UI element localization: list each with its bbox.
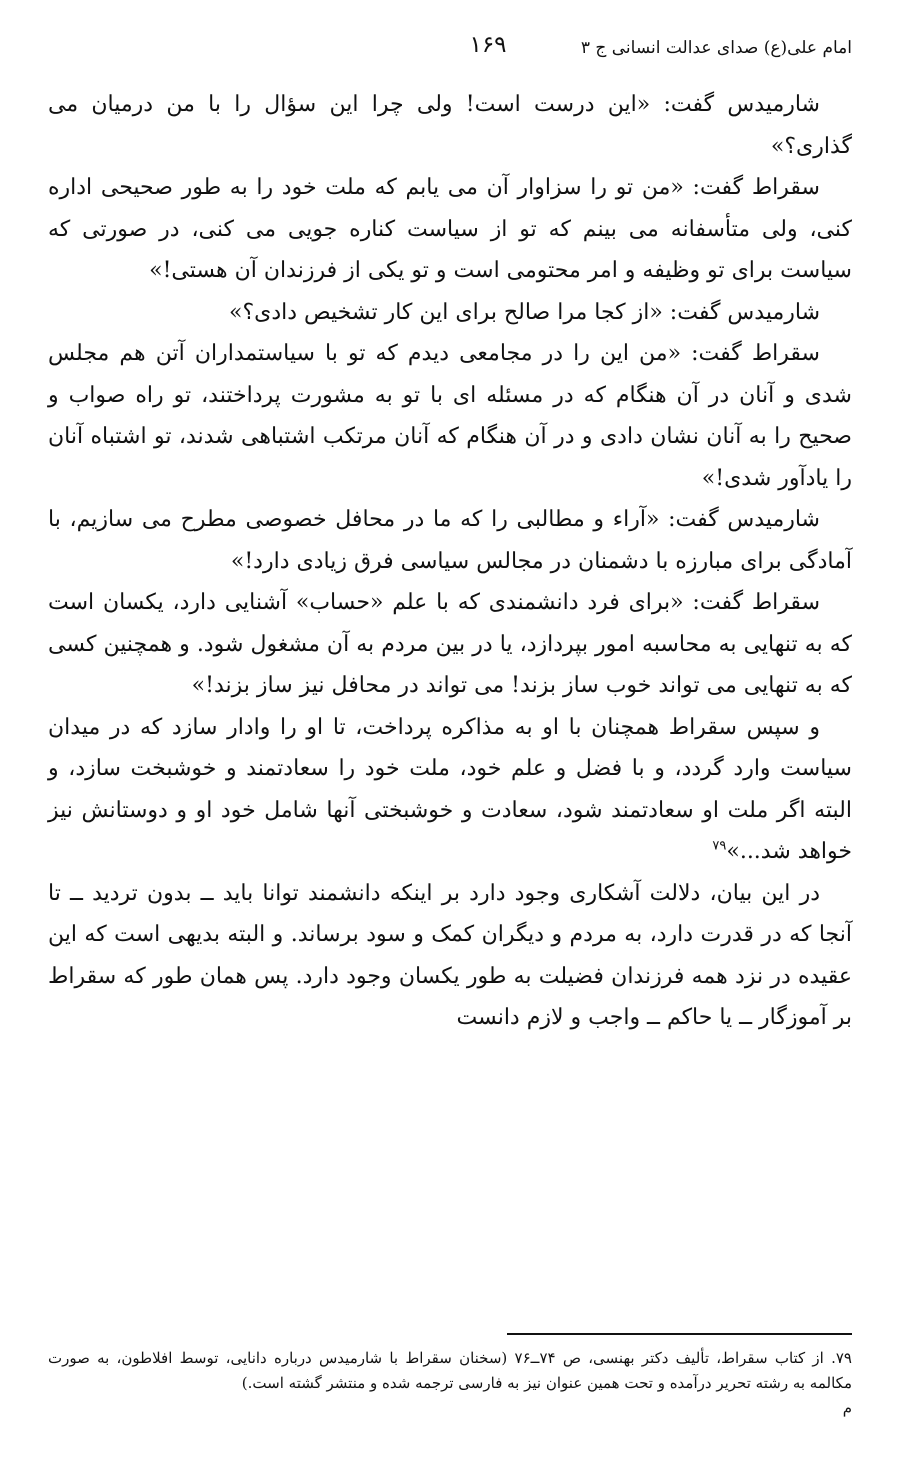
paragraph-text: شارمیدس گفت: «آراء و مطالبی را که ما در محافل خصوصی مطرح می سازیم، با آمادگی برای مبارزه با دشمنان در مجالس سیاسی فرق زیادی دارد!» (48, 507, 852, 574)
footnote-text: ۷۹. از کتاب سقراط، تألیف دکتر بهنسی، ص ۷۴ــ۷۶ (سخنان سقراط با شارمیدس درباره دانایی، توسط افلاطون، به صورت مکالمه به رشته تحریر درآمده و تحت همین عنوان نیز به فارسی ترجمه شده و منتشر گشته است.) (48, 1349, 852, 1392)
page-header (48, 32, 852, 72)
paragraph-text: شارمیدس گفت: «این درست است! ولی چرا این سؤال را با من درمیان می گذاری؟» (48, 92, 852, 159)
page-number: ۱۶۹ (469, 32, 507, 58)
paragraph (48, 582, 852, 707)
footnote-trailing-mark: م (842, 1399, 852, 1417)
footnotes (48, 1346, 852, 1421)
body-text (48, 84, 852, 1039)
footnote-reference[interactable]: ۷۹ (712, 838, 727, 854)
paragraph (48, 292, 852, 334)
paragraph (48, 707, 852, 873)
paragraph (48, 499, 852, 582)
paragraph-text: سقراط گفت: «من این را در مجامعی دیدم که تو با سیاستمداران آتن هم مجلس شدی و آنان در آن هنگام که در مسئله ای با تو به مشورت پرداختند، تو راه صواب و صحیح را به آنان نشان دادی و در آن هنگام که آنان مرتکب اشتباهی شدند، تو اشتباه آنان را یادآور شدی!» (48, 341, 852, 491)
paragraph (48, 167, 852, 292)
paragraph (48, 873, 852, 1039)
paragraph (48, 84, 852, 167)
footnote-79 (48, 1346, 852, 1396)
running-head: امام علی(ع) صدای عدالت انسانی ج ۳ (580, 38, 852, 58)
paragraph-text: سقراط گفت: «من تو را سزاوار آن می یابم که ملت خود را به طور صحیحی اداره کنی، ولی متأسفانه می بینم که تو از سیاست کناره جویی می کنی، در صورتی که سیاست برای تو وظیفه و امر محتومی است و تو یکی از فرزندان آن هستی!» (48, 175, 852, 283)
paragraph-text: و سپس سقراط همچنان با او به مذاکره پرداخت، تا او را وادار سازد که در میدان سیاست وارد گردد، و با فضل و علم خود، ملت خود را سعادتمند و خوشبخت سازد، و البته اگر ملت او سعادتمند شود، سعادت و خوشبختی آنها شامل خود او و دوستانش نیز خواهد شد...» (48, 714, 852, 864)
paragraph-text: شارمیدس گفت: «از کجا مرا صالح برای این کار تشخیص دادی؟» (228, 299, 820, 325)
paragraph-text: سقراط گفت: «برای فرد دانشمندی که با علم «حساب» آشنایی دارد، یکسان است که به تنهایی به محاسبه امور بپردازد، یا در بین مردم به آن مشغول شود. و همچنین کسی که به تنهایی می تواند خوب ساز بزند! می تواند در محافل نیز ساز بزند!» (48, 590, 852, 698)
paragraph-text: در این بیان، دلالت آشکاری وجود دارد بر اینکه دانشمند توانا باید ــ بدون تردید ــ تا آنجا که در قدرت دارد، به مردم و دیگران کمک و سود برساند. و البته بدیهی است که این عقیده در نزد همه فرزندان فضیلت به طور یکسان وجود دارد. پس همان طور که سقراط بر آموزگار ــ یا حاکم ــ واجب و لازم دانست (48, 880, 852, 1030)
footnote-separator (507, 1333, 852, 1335)
paragraph (48, 333, 852, 499)
